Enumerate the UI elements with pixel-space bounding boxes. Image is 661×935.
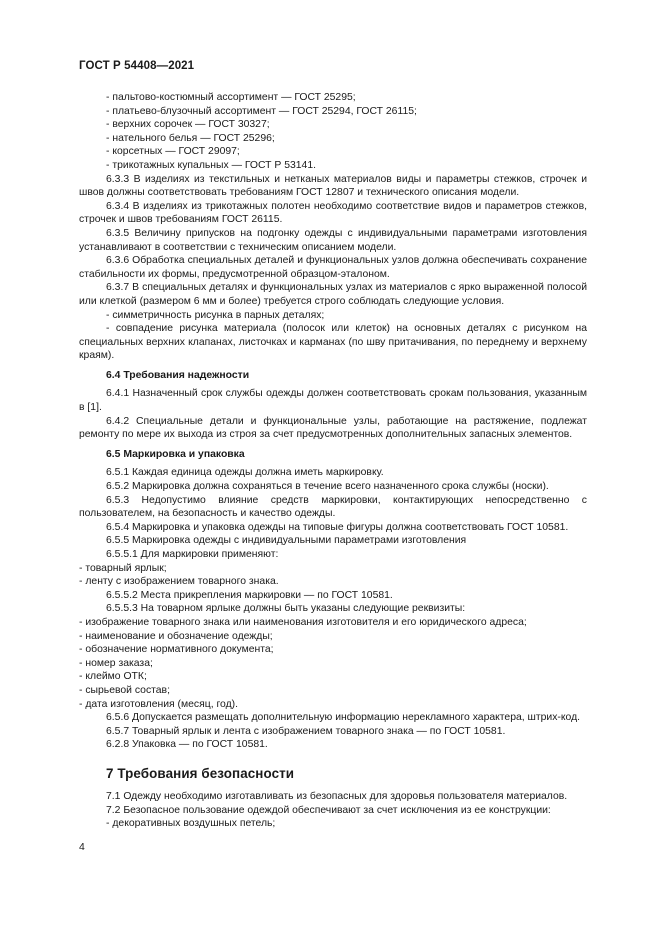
document-header: ГОСТ Р 54408—2021 bbox=[79, 60, 195, 72]
list-item: - обозначение нормативного документа; bbox=[79, 644, 274, 656]
paragraph-6-5-5: 6.5.5 Маркировка одежды с индивидуальными параметрами изготовления bbox=[106, 535, 467, 547]
list-item: - товарный ярлык; bbox=[79, 562, 167, 574]
paragraph-6-5-5-3: 6.5.5.3 На товарном ярлыке должны быть указаны следующие реквизиты: bbox=[106, 603, 466, 615]
list-item: - декоративных воздушных петель; bbox=[106, 818, 276, 830]
paragraph-6-5-7: 6.5.7 Товарный ярлык и лента с изображением товарного знака — по ГОСТ 10581. bbox=[106, 725, 506, 737]
document-body bbox=[79, 91, 587, 831]
paragraph-6-5-2: 6.5.2 Маркировка должна сохраняться в течение всего назначенного срока службы (носки). bbox=[106, 481, 549, 493]
paragraph-6-4-2: 6.4.2 Специальные детали и функциональные узлы, работающие на растяжение, подлежат ремонту по мере их выхода из строя за счет предусмотренных дополнительных запасных элементов. bbox=[79, 415, 587, 441]
section-heading-6-4: 6.4 Требования надежности bbox=[106, 369, 250, 381]
paragraph-6-3-5: 6.3.5 Величину припусков на подгонку одежды с индивидуальными параметрами изготовления устанавливают в соответствии с техническим описанием модели. bbox=[79, 227, 587, 253]
list-item: - номер заказа; bbox=[79, 657, 153, 669]
paragraph-7-1: 7.1 Одежду необходимо изготавливать из безопасных для здоровья пользователя материалов. bbox=[106, 790, 568, 802]
paragraph-6-4-1: 6.4.1 Назначенный срок службы одежды должен соответствовать срокам пользования, указанным в [1]. bbox=[79, 388, 587, 414]
list-item: - пальтово-костюмный ассортимент — ГОСТ 25295; bbox=[106, 92, 356, 103]
list-item: - ленту с изображением товарного знака. bbox=[79, 576, 279, 588]
paragraph-6-2-8: 6.2.8 Упаковка — по ГОСТ 10581. bbox=[106, 739, 268, 751]
list-item: - корсетных — ГОСТ 29097; bbox=[106, 146, 240, 158]
section-heading-7: 7 Требования безопасности bbox=[106, 765, 295, 781]
paragraph-7-2: 7.2 Безопасное пользование одеждой обеспечивают за счет исключения из ее конструкции: bbox=[106, 804, 551, 816]
paragraph-6-5-6: 6.5.6 Допускается размещать дополнительную информацию нерекламного характера, штрих-код. bbox=[106, 712, 581, 724]
list-item: - нательного белья — ГОСТ 25296; bbox=[106, 132, 275, 144]
list-item: - симметричность рисунка в парных деталях; bbox=[106, 309, 325, 321]
section-heading-6-5: 6.5 Маркировка и упаковка bbox=[106, 448, 245, 460]
list-item: - дата изготовления (месяц, год). bbox=[79, 698, 238, 710]
list-item: - платьево-блузочный ассортимент — ГОСТ 25294, ГОСТ 26115; bbox=[106, 105, 417, 117]
paragraph-6-5-5-2: 6.5.5.2 Места прикрепления маркировки — по ГОСТ 10581. bbox=[106, 589, 393, 601]
list-item: - совпадение рисунка материала (полосок или клеток) на основных деталях с рисунком на специальных верхних клапанах, листочках и карманах (по шву притачивания, по переднему и верхнему краям). bbox=[79, 323, 587, 362]
list-item: - клеймо ОТК; bbox=[79, 671, 147, 683]
page-number: 4 bbox=[79, 842, 85, 853]
list-item: - сырьевой состав; bbox=[79, 684, 170, 696]
list-item: - трикотажных купальных — ГОСТ Р 53141. bbox=[106, 159, 316, 171]
list-item: - наименование и обозначение одежды; bbox=[79, 630, 273, 642]
paragraph-6-3-4: 6.3.4 В изделиях из трикотажных полотен необходимо соответствие видов и параметров стежков, строчек и швов требованиям ГОСТ 26115. bbox=[79, 200, 587, 226]
paragraph-6-3-6: 6.3.6 Обработка специальных деталей и функциональных узлов должна обеспечивать сохранение стабильности их формы, предусмотренной образцом-эталоном. bbox=[79, 255, 587, 280]
paragraph-6-3-3: 6.3.3 В изделиях из текстильных и нетканых материалов виды и параметры стежков, строчек и швов должны соответствовать требованиям ГОСТ 12807 и технического описания модели. bbox=[79, 173, 587, 199]
paragraph-6-5-3: 6.5.3 Недопустимо влияние средств маркировки, контактирующих непосредственно с пользователем, на безопасность и качество одежды. bbox=[79, 494, 587, 520]
list-item: - изображение товарного знака или наименования изготовителя и его юридического адреса; bbox=[79, 616, 527, 628]
paragraph-6-5-1: 6.5.1 Каждая единица одежды должна иметь маркировку. bbox=[106, 467, 384, 479]
paragraph-6-3-7: 6.3.7 В специальных деталях и функциональных узлах из материалов с ярко выраженной полосой или клеткой (размером 6 мм и более) требуется строго соблюдать следующие условия. bbox=[79, 282, 587, 307]
paragraph-6-5-5-1: 6.5.5.1 Для маркировки применяют: bbox=[106, 549, 279, 560]
list-item: - верхних сорочек — ГОСТ 30327; bbox=[106, 119, 270, 131]
paragraph-6-5-4: 6.5.4 Маркировка и упаковка одежды на типовые фигуры должна соответствовать ГОСТ 10581. bbox=[106, 521, 569, 533]
